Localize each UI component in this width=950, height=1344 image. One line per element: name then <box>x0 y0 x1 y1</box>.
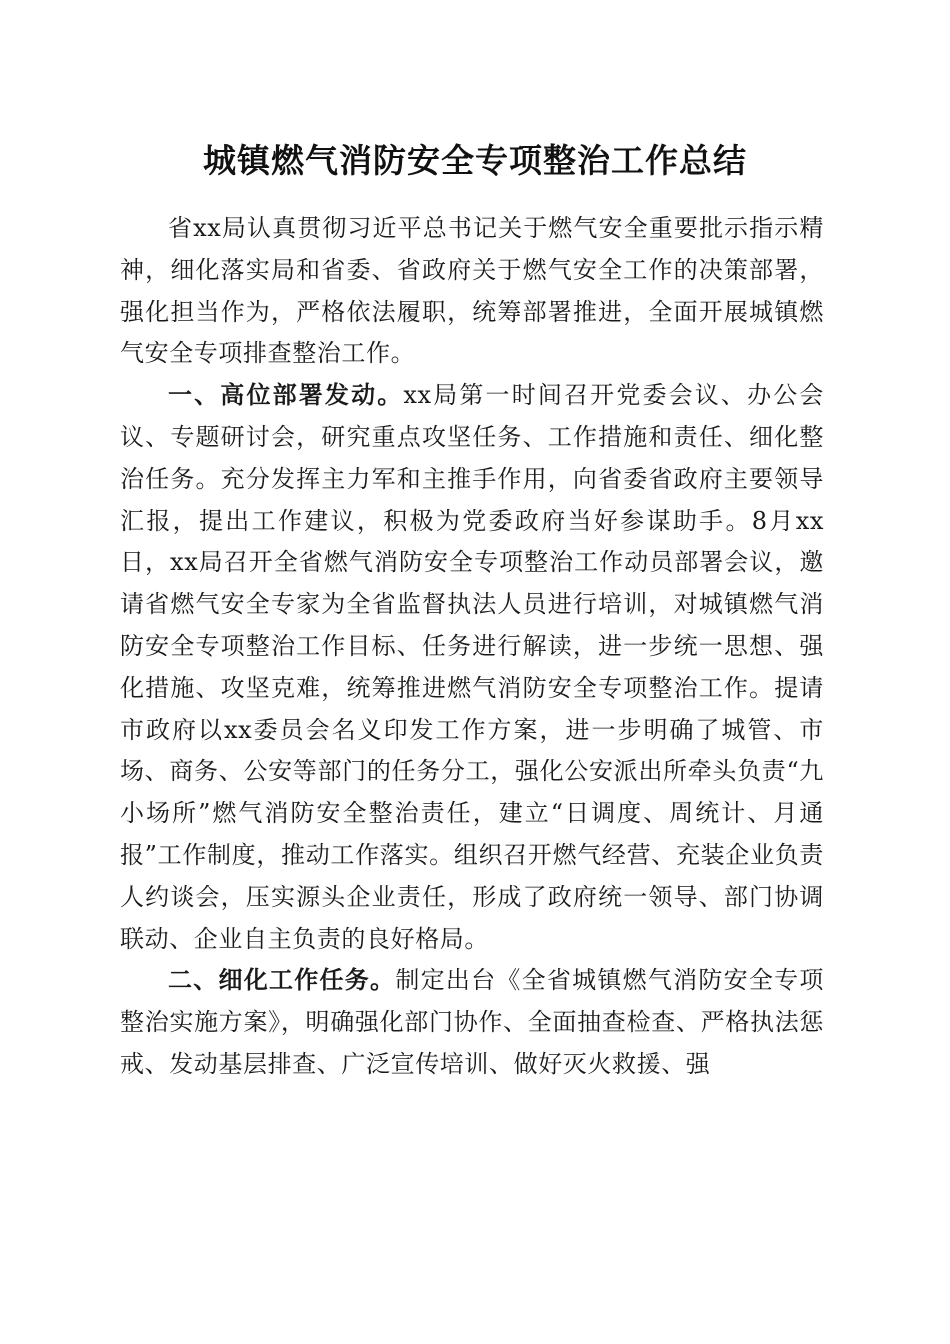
document-title: 城镇燃气消防安全专项整治工作总结 <box>203 141 747 180</box>
paragraph-text: 省xx局认真贯彻习近平总书记关于燃气安全重要批示指示精神，细化落实局和省委、省政府关于燃气安全工作的决策部署，强化担当作为，严格依法履职，统筹部署推进，全面开展城镇燃气安全专项排查整治工作。 <box>120 214 824 368</box>
paragraph-intro <box>120 208 824 375</box>
paragraph-text: 制定出台《全省城镇燃气消防安全专项整治实施方案》，明确强化部门协作、全面抽查检查、严格执法惩戒、发动基层排查、广泛宣传培训、做好灭火救援、强 <box>120 966 825 1078</box>
document-body <box>120 208 824 1086</box>
section-heading: 一、高位部署发动。 <box>168 381 404 410</box>
section-heading: 二、细化工作任务。 <box>168 966 396 995</box>
paragraph-text: xx局第一时间召开党委会议、办公会议、专题研讨会，研究重点攻坚任务、工作措施和责任、细化整治任务。充分发挥主力军和主推手作用，向省委省政府主要领导汇报，提出工作建议，积极为党委政府当好参谋助手。8月xx日，xx局召开全省燃气消防安全专项整治工作动员部署会议，邀请省燃气安全专家为全省监督执法人员进行培训，对城镇燃气消防安全专项整治工作目标、任务进行解读，进一步统一思想、强化措施、攻坚克难，统筹推进燃气消防安全专项整治工作。提请市政府以xx委员会名义印发工作方案，进一步明确了城管、市场、商务、公安等部门的任务分工，强化公安派出所牵头负责“九小场所”燃气消防安全整治责任，建立“日调度、周统计、月通报”工作制度，推动工作落实。组织召开燃气经营、充装企业负责人约谈会，压实源头企业责任，形成了政府统一领导、部门协调联动、企业自主负责的良好格局。 <box>120 381 824 953</box>
paragraph-section-2 <box>120 960 824 1085</box>
paragraph-section-1 <box>120 375 824 960</box>
